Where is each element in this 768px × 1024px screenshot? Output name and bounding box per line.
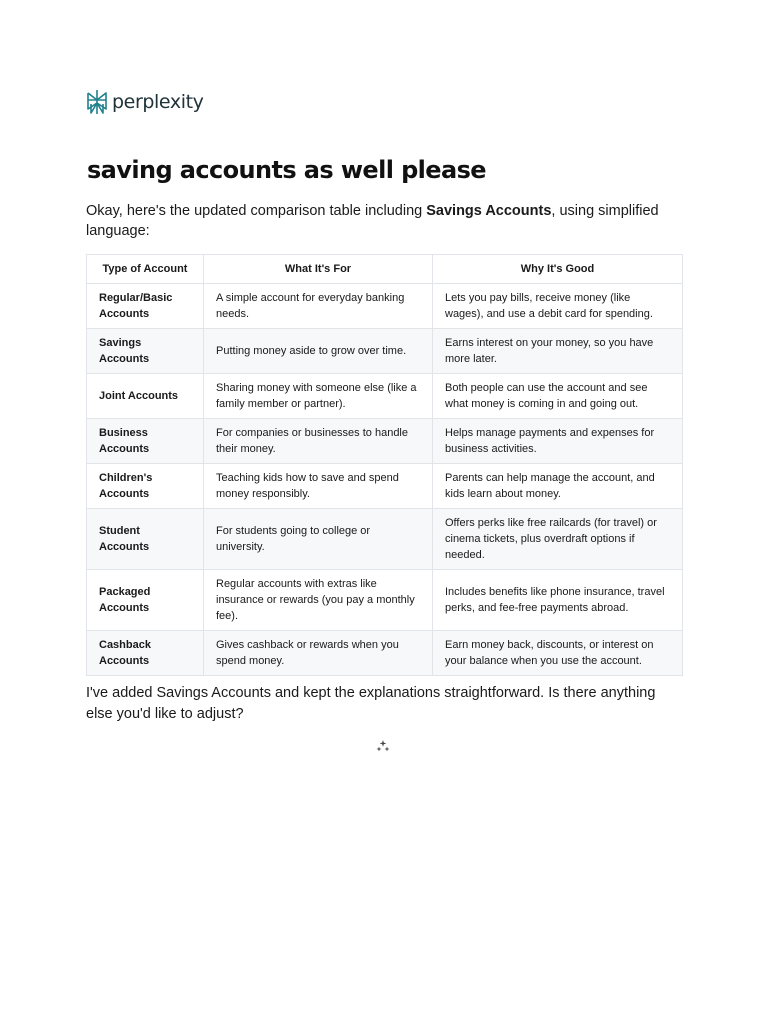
header-why-its-good: Why It's Good xyxy=(433,255,683,284)
cell-account-type: Regular/Basic Accounts xyxy=(87,284,204,329)
question-title: saving accounts as well please xyxy=(87,156,486,184)
table-row xyxy=(87,631,683,676)
cell-why-its-good: Earn money back, discounts, or interest on your balance when you use the account. xyxy=(433,631,683,676)
cell-what-its-for: For companies or businesses to handle their money. xyxy=(204,419,433,464)
cell-what-its-for: Putting money aside to grow over time. xyxy=(204,329,433,374)
cell-account-type: Savings Accounts xyxy=(87,329,204,374)
cell-account-type: Cashback Accounts xyxy=(87,631,204,676)
cell-account-type: Student Accounts xyxy=(87,509,204,570)
cell-what-its-for: Teaching kids how to save and spend money responsibly. xyxy=(204,464,433,509)
table-row xyxy=(87,419,683,464)
table-header-row xyxy=(87,255,683,284)
intro-text-bold: Savings Accounts xyxy=(426,203,552,219)
table-row xyxy=(87,464,683,509)
perplexity-logo-icon xyxy=(86,89,108,115)
cell-account-type: Packaged Accounts xyxy=(87,570,204,631)
header-type-of-account: Type of Account xyxy=(87,255,204,284)
intro-text-start: Okay, here's the updated comparison table including xyxy=(86,203,427,219)
cell-account-type: Joint Accounts xyxy=(87,374,204,419)
cell-why-its-good: Helps manage payments and expenses for business activities. xyxy=(433,419,683,464)
cell-why-its-good: Earns interest on your money, so you have more later. xyxy=(433,329,683,374)
cell-what-its-for: Regular accounts with extras like insurance or rewards (you pay a monthly fee). xyxy=(204,570,433,631)
cell-why-its-good: Offers perks like free railcards (for travel) or cinema tickets, plus overdraft options if needed. xyxy=(433,509,683,570)
table-row xyxy=(87,570,683,631)
comparison-table xyxy=(86,254,683,676)
table-row xyxy=(87,284,683,329)
brand-name: perplexity xyxy=(112,90,204,113)
cell-why-its-good: Includes benefits like phone insurance, travel perks, and fee-free payments abroad. xyxy=(433,570,683,631)
cell-what-its-for: For students going to college or university. xyxy=(204,509,433,570)
cell-why-its-good: Both people can use the account and see what money is coming in and going out. xyxy=(433,374,683,419)
table-row xyxy=(87,509,683,570)
cell-account-type: Children's Accounts xyxy=(87,464,204,509)
cell-what-its-for: Gives cashback or rewards when you spend money. xyxy=(204,631,433,676)
cell-why-its-good: Lets you pay bills, receive money (like wages), and use a debit card for spending. xyxy=(433,284,683,329)
header-what-its-for: What It's For xyxy=(204,255,433,284)
cell-what-its-for: A simple account for everyday banking needs. xyxy=(204,284,433,329)
cell-why-its-good: Parents can help manage the account, and kids learn about money. xyxy=(433,464,683,509)
table-row xyxy=(87,374,683,419)
answer-closing: I've added Savings Accounts and kept the explanations straightforward. Is there anything else you'd like to adjust? xyxy=(86,685,656,722)
answer-intro xyxy=(86,201,684,241)
cell-what-its-for: Sharing money with someone else (like a family member or partner). xyxy=(204,374,433,419)
perplexity-logo xyxy=(86,89,203,115)
cell-account-type: Business Accounts xyxy=(87,419,204,464)
sparkle-icon xyxy=(376,740,390,759)
intro-text-end: , using simplified language: xyxy=(86,203,659,239)
table-row xyxy=(87,329,683,374)
